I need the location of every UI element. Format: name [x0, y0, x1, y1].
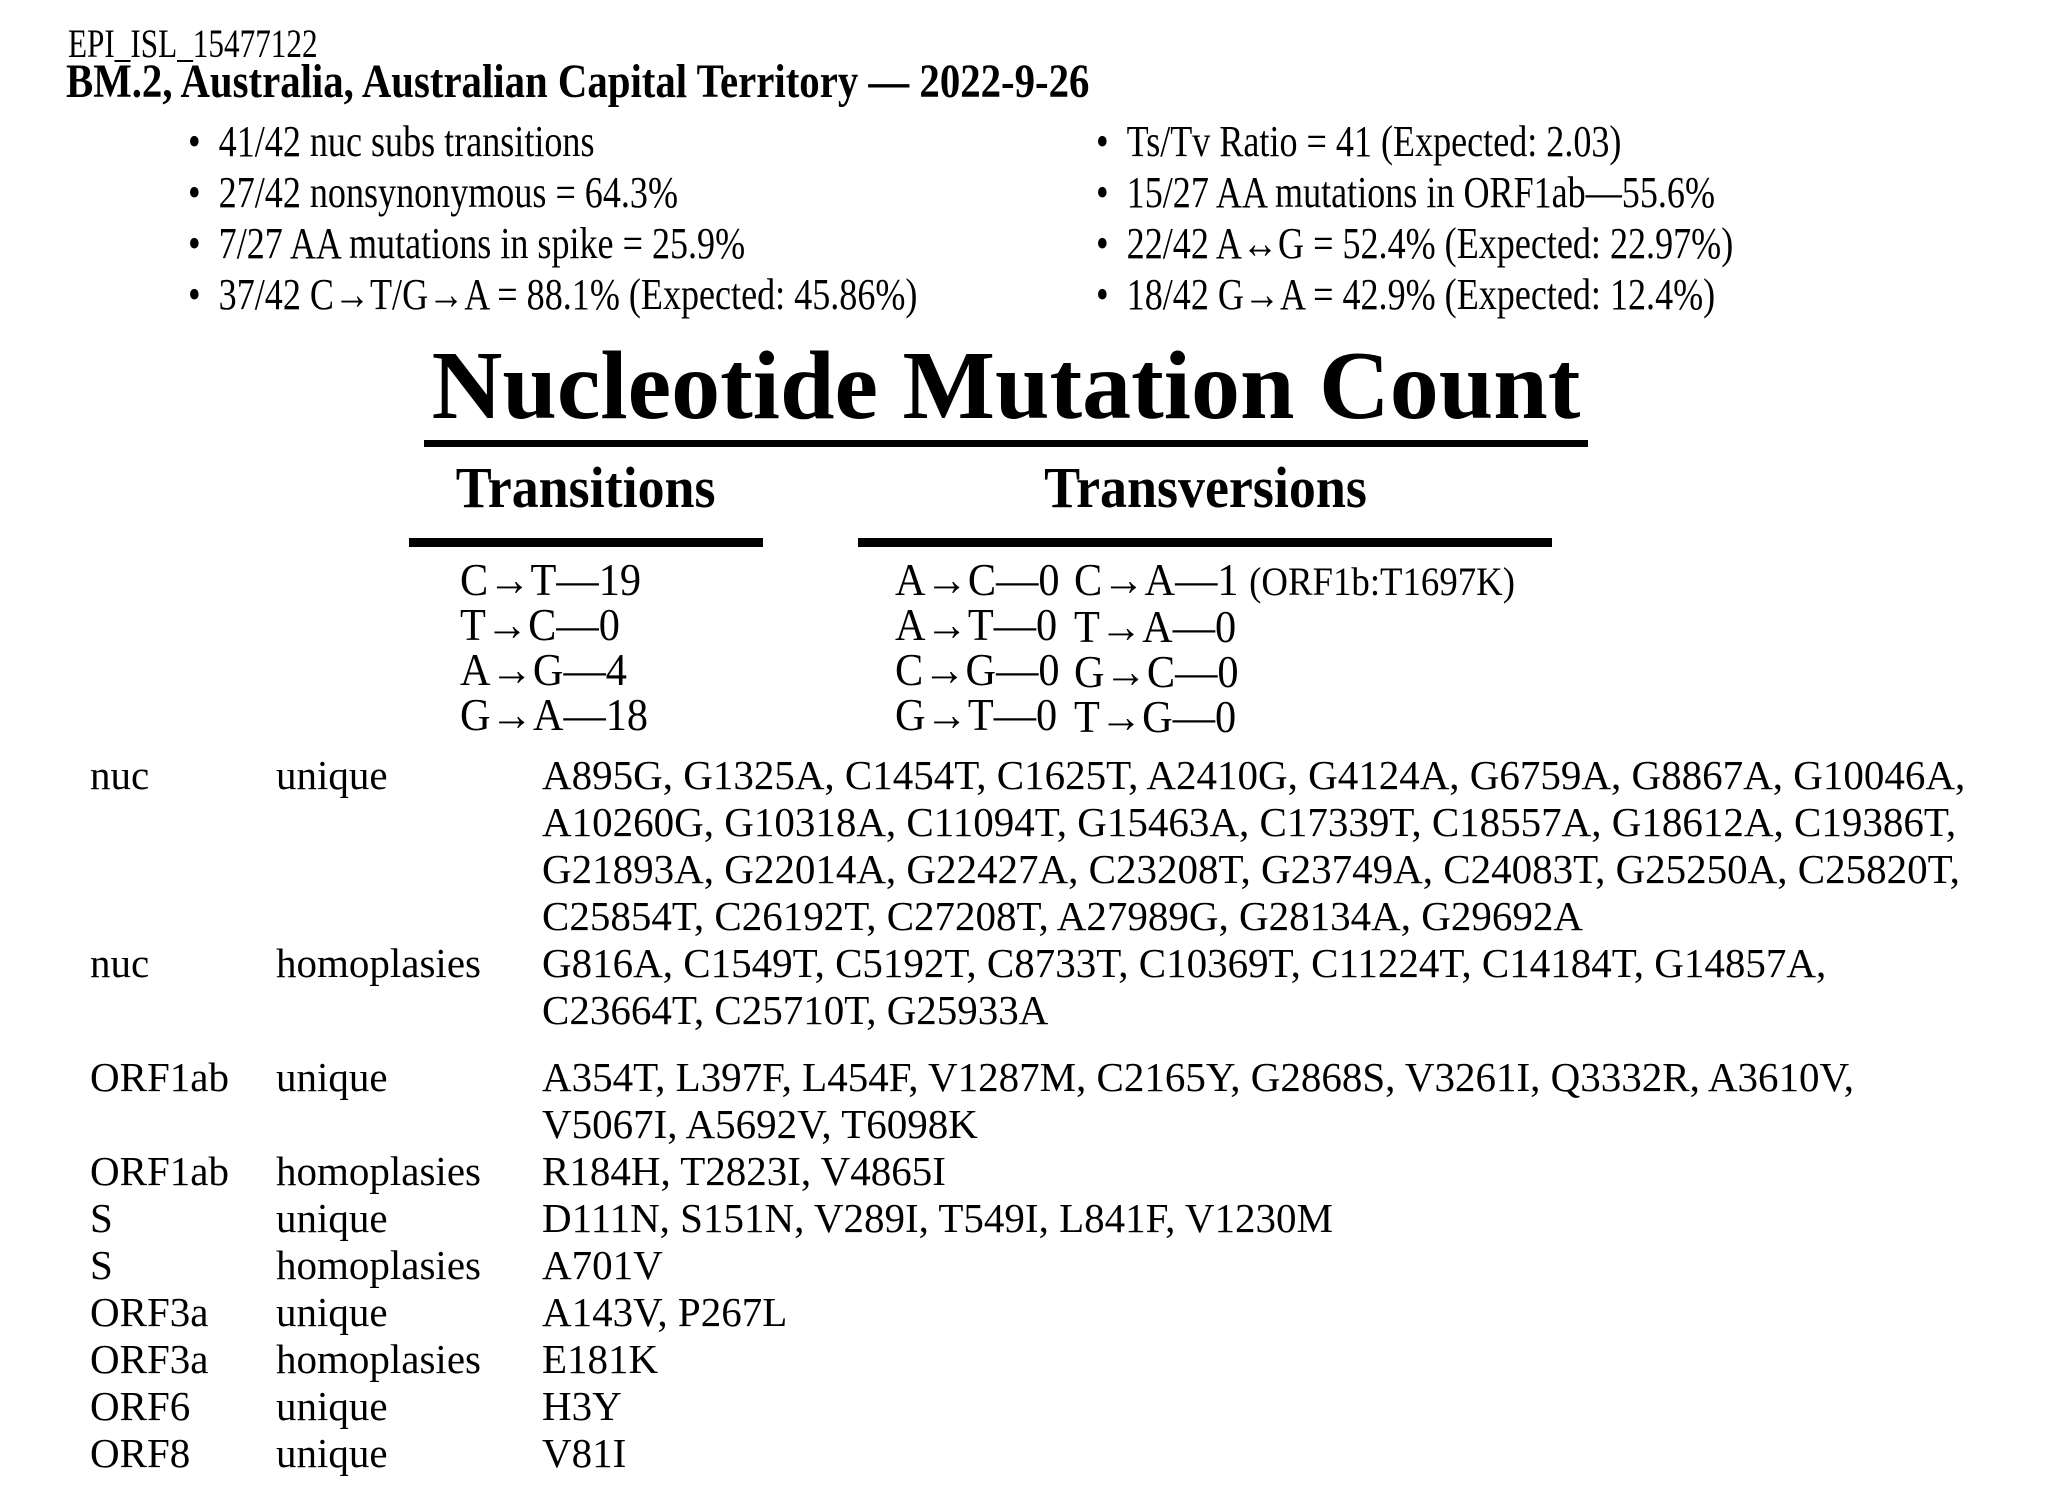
stat-text: • 41/42 nuc subs transitions: [188, 116, 595, 167]
sample-title-text: BM.2, Australia, Australian Capital Territory — 2022-9-26: [66, 55, 1090, 108]
transitions-header: [409, 455, 763, 547]
stat-bullet: [188, 269, 1078, 320]
mutation-list-line: A354T, L397F, L454F, V1287M, C2165Y, G2868S, V3261I, Q3332R, A3610V,: [542, 1054, 1855, 1100]
mutation-list: [542, 1336, 2008, 1383]
gene-label: ORF6: [90, 1383, 191, 1429]
mutation-list-line: A143V, P267L: [542, 1289, 788, 1335]
mutation-list: [542, 1148, 2008, 1195]
mutation-list-line: E181K: [542, 1336, 659, 1382]
transversion-value: C→G—0: [895, 644, 1060, 695]
table-row: [0, 1430, 2048, 1477]
transversion-row: [895, 599, 1074, 650]
table-row: [0, 1242, 2048, 1289]
mutation-list-line: D111N, S151N, V289I, T549I, L841F, V1230M: [542, 1195, 1333, 1241]
table-row: [0, 1054, 2048, 1148]
mutation-type-label: unique: [276, 1430, 388, 1476]
mutation-list: [542, 1289, 2008, 1336]
mutation-list-line: C23664T, C25710T, G25933A: [542, 987, 1049, 1033]
stat-text: • 7/27 AA mutations in spike = 25.9%: [188, 218, 745, 269]
transversions-subcolumn-2: [1073, 554, 1553, 742]
gene-mutation-table: [0, 752, 2048, 1477]
transition-row: [460, 599, 763, 650]
stat-text: • 27/42 nonsynonymous = 64.3%: [188, 167, 678, 218]
mutation-list-line: R184H, T2823I, V4865I: [542, 1148, 946, 1194]
transversion-value: T→A—0: [1073, 601, 1237, 652]
transitions-header-text: Transitions: [456, 455, 716, 520]
mutation-list: [542, 752, 2008, 940]
stat-text: • 37/42 C→T/G→A = 88.1% (Expected: 45.86%): [188, 269, 917, 320]
stat-bullet: [188, 167, 1078, 218]
mutation-type-label: homoplasies: [276, 940, 481, 986]
table-row: [0, 1289, 2048, 1336]
transition-row: [460, 644, 763, 695]
transversion-value: G→C—0: [1073, 646, 1239, 697]
transversions-column: [858, 455, 1552, 742]
gene-label: nuc: [90, 940, 150, 986]
transition-row: [460, 554, 763, 605]
mutation-type-label: homoplasies: [276, 1336, 481, 1382]
mutation-type-label: unique: [276, 1289, 388, 1335]
transversion-row: [1073, 554, 1553, 605]
transversion-value: A→C—0: [895, 554, 1060, 605]
stat-text: • 15/27 AA mutations in ORF1ab—55.6%: [1096, 167, 1715, 218]
mutation-list: [542, 1242, 2008, 1289]
gene-label: S: [90, 1195, 113, 1241]
transversions-header-text: Transversions: [1043, 455, 1367, 520]
gene-label: ORF3a: [90, 1289, 209, 1335]
mutation-type-label: unique: [276, 752, 388, 798]
stat-bullet: [1096, 269, 1873, 320]
transversion-row: [895, 554, 1074, 605]
gene-label: S: [90, 1242, 113, 1288]
transitions-column: [409, 455, 763, 740]
transitions-rows: [409, 554, 763, 740]
transversion-value: A→T—0: [895, 599, 1058, 650]
mutation-type-label: homoplasies: [276, 1242, 481, 1288]
mutation-list-line: C25854T, C26192T, C27208T, A27989G, G28134A, G29692A: [542, 893, 1583, 939]
transversion-row: [1073, 691, 1553, 742]
mutation-list-line: H3Y: [542, 1383, 622, 1429]
stat-bullet: [1096, 167, 1873, 218]
mutation-type-label: unique: [276, 1054, 388, 1100]
stat-bullet: [188, 218, 1078, 269]
summary-stats-left: [188, 116, 1078, 320]
mutation-list: [542, 1430, 2008, 1477]
stat-text: • 22/42 A↔G = 52.4% (Expected: 22.97%): [1096, 218, 1733, 269]
gene-label: nuc: [90, 752, 150, 798]
mutation-list-line: G816A, C1549T, C5192T, C8733T, C10369T, C11224T, C14184T, G14857A,: [542, 940, 1827, 986]
transition-value: T→C—0: [460, 599, 620, 650]
transversion-row: [895, 689, 1074, 740]
table-row: [0, 1383, 2048, 1430]
mutation-list-line: A895G, G1325A, C1454T, C1625T, A2410G, G4124A, G6759A, G8867A, G10046A,: [542, 752, 1966, 798]
transversion-value: G→T—0: [895, 689, 1058, 740]
transversion-value: T→G—0: [1073, 691, 1237, 742]
gene-label: ORF1ab: [90, 1148, 229, 1194]
sequence-accession-id-text: EPI_ISL_15477122: [68, 21, 318, 66]
transition-value: A→G—4: [460, 644, 627, 695]
mutation-list-line: V81I: [542, 1430, 627, 1476]
mutation-type-label: unique: [276, 1195, 388, 1241]
transition-value: G→A—18: [460, 689, 649, 740]
stat-bullet: [1096, 116, 1873, 167]
gene-label: ORF1ab: [90, 1054, 229, 1100]
transition-row: [460, 689, 763, 740]
title-row: [0, 332, 2030, 447]
gene-label: ORF3a: [90, 1336, 209, 1382]
stat-bullet: [188, 116, 1078, 167]
transversion-row: [1073, 601, 1553, 652]
transversion-row: [1073, 646, 1553, 697]
mutation-list-line: V5067I, A5692V, T6098K: [542, 1101, 978, 1147]
transversions-rows: [858, 554, 1552, 742]
transversion-row: [895, 644, 1074, 695]
mutation-list: [542, 1054, 2008, 1148]
mutation-list-line: G21893A, G22014A, G22427A, C23208T, G23749A, C24083T, G25250A, C25820T,: [542, 846, 1960, 892]
stat-text: • 18/42 G→A = 42.9% (Expected: 12.4%): [1096, 269, 1715, 320]
table-row: [0, 940, 2048, 1034]
mutation-list-line: A701V: [542, 1242, 663, 1288]
table-row: [0, 1148, 2048, 1195]
stat-text: • Ts/Tv Ratio = 41 (Expected: 2.03): [1096, 116, 1621, 167]
mutation-list: [542, 1195, 2008, 1242]
transition-value: C→T—19: [460, 554, 642, 605]
gene-label: ORF8: [90, 1430, 191, 1476]
table-row: [0, 752, 2048, 940]
transversion-value: C→A—1: [1073, 554, 1239, 605]
stat-bullet: [1096, 218, 1873, 269]
sample-title: [66, 55, 1270, 108]
page-title: Nucleotide Mutation Count: [424, 336, 1589, 447]
transversions-subcolumn-1: [858, 554, 1074, 740]
table-row: [0, 1195, 2048, 1242]
mutation-list: [542, 1383, 2008, 1430]
transversions-header: [858, 455, 1552, 547]
transversion-aa-note: (ORF1b:T1697K): [1249, 559, 1515, 604]
table-row: [0, 1336, 2048, 1383]
mutation-type-label: unique: [276, 1383, 388, 1429]
mutation-type-label: homoplasies: [276, 1148, 481, 1194]
mutation-list-line: A10260G, G10318A, C11094T, G15463A, C17339T, C18557A, G18612A, C19386T,: [542, 799, 1957, 845]
summary-stats-right: [1096, 116, 1873, 320]
mutation-list: [542, 940, 2008, 1034]
